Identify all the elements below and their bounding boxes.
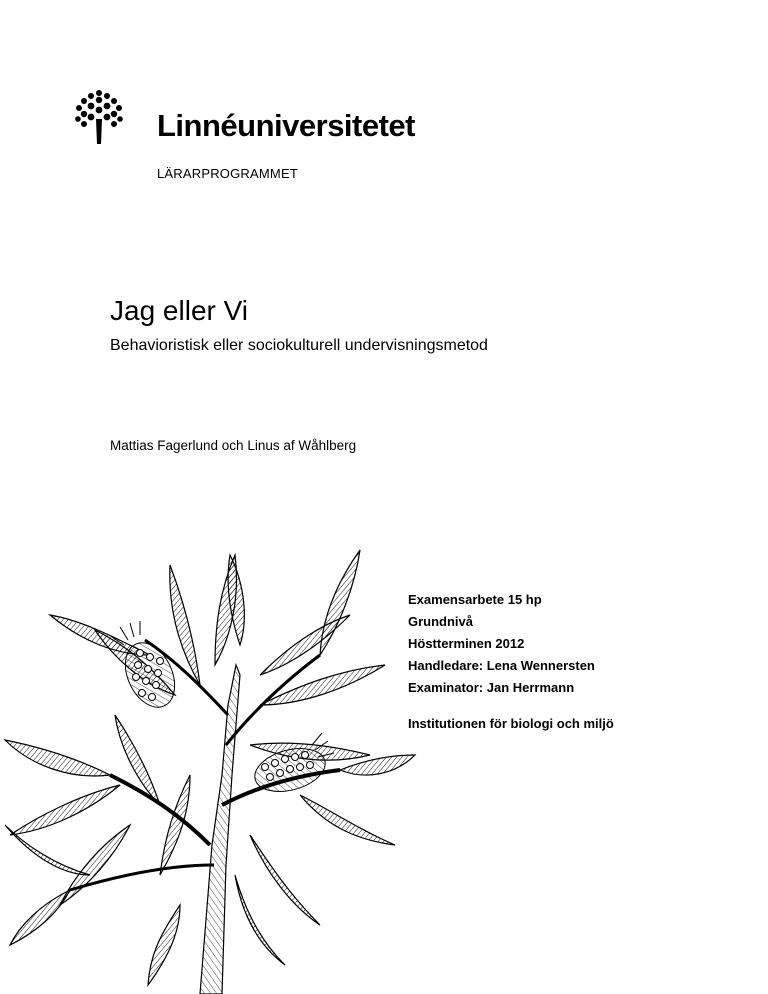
details-course: Examensarbete 15 hp	[408, 592, 542, 607]
thesis-details	[408, 589, 595, 699]
department: Institutionen för biologi och miljö	[408, 716, 614, 731]
details-examiner: Examinator: Jan Herrmann	[408, 680, 575, 695]
details-supervisor: Handledare: Lena Wennersten	[408, 658, 595, 673]
document-subtitle: Behavioristisk eller sociokulturell undervisningsmetod	[110, 337, 488, 354]
program-name: LÄRARPROGRAMMET	[157, 166, 298, 181]
university-logo-text: Linnéuniversitetet	[157, 108, 415, 143]
document-title: Jag eller Vi	[110, 295, 249, 326]
university-tree-icon	[74, 89, 124, 145]
botanical-plant-icon	[0, 545, 420, 994]
details-term: Höstterminen 2012	[408, 636, 525, 651]
authors: Mattias Fagerlund och Linus af Wåhlberg	[110, 438, 357, 453]
details-level: Grundnivå	[408, 614, 474, 629]
